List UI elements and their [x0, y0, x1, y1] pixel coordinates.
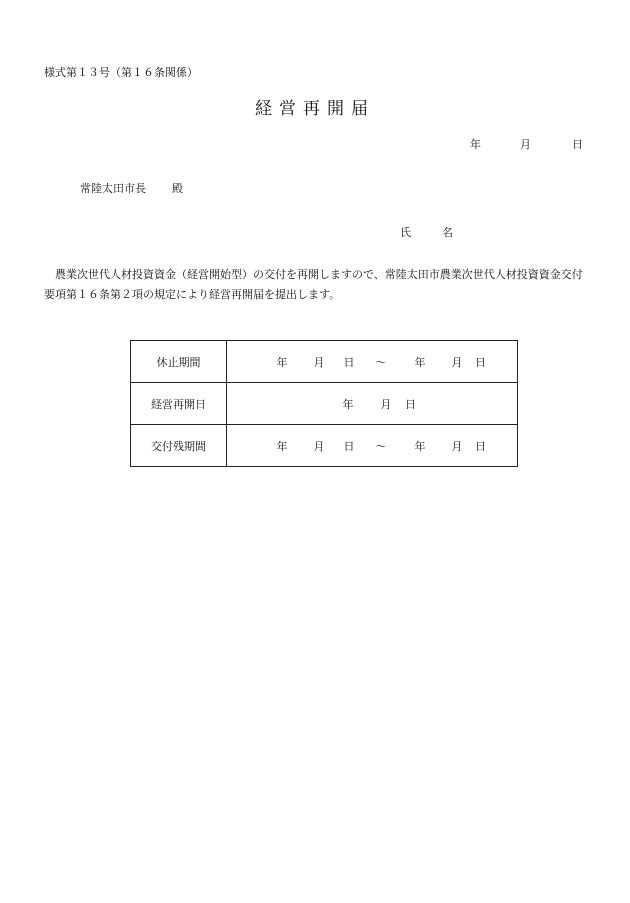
month-label: 月 — [313, 439, 325, 453]
date-day-label: 日 — [572, 138, 583, 151]
month-label: 月 — [380, 397, 392, 411]
table-row — [131, 425, 518, 467]
year-label: 年 — [342, 397, 354, 411]
row-label-resumption-date: 経営再開日 — [131, 383, 227, 425]
range-separator: ～ — [375, 355, 387, 369]
resumption-date-value — [227, 383, 518, 425]
day-label: 日 — [475, 355, 486, 369]
form-number: 様式第１３号（第１６条関係） — [44, 66, 198, 79]
day-label: 日 — [343, 439, 355, 453]
year-label: 年 — [414, 439, 426, 453]
year-label: 年 — [414, 355, 426, 369]
date-month-label: 月 — [520, 138, 531, 151]
year-label: 年 — [276, 439, 288, 453]
body-paragraph: 農業次世代人材投資資金（経営開始型）の交付を再開しますので、常陸太田市農業次世代人材投資資金交付要項第１６条第２項の規定により経営再開届を提出します。 — [44, 268, 583, 301]
day-label: 日 — [405, 397, 416, 411]
period-table — [130, 340, 518, 467]
addressee-name: 常陸太田市長 — [80, 182, 146, 195]
month-label: 月 — [313, 355, 325, 369]
row-label-remaining-period: 交付残期間 — [131, 425, 227, 467]
day-label: 日 — [475, 439, 486, 453]
table-row — [131, 383, 518, 425]
row-label-suspension-period: 休止期間 — [131, 341, 227, 383]
addressee — [80, 180, 183, 196]
addressee-honorific: 殿 — [172, 182, 183, 195]
applicant-name-label: 氏 名 — [400, 226, 463, 239]
year-label: 年 — [276, 355, 288, 369]
range-separator: ～ — [375, 439, 387, 453]
day-label: 日 — [343, 355, 355, 369]
table-row — [131, 341, 518, 383]
date-year-label: 年 — [470, 138, 481, 151]
suspension-period-value — [227, 341, 518, 383]
month-label: 月 — [451, 439, 463, 453]
remaining-period-value — [227, 425, 518, 467]
month-label: 月 — [451, 355, 463, 369]
submission-date — [470, 136, 583, 152]
page-title: 経営再開届 — [255, 99, 375, 119]
